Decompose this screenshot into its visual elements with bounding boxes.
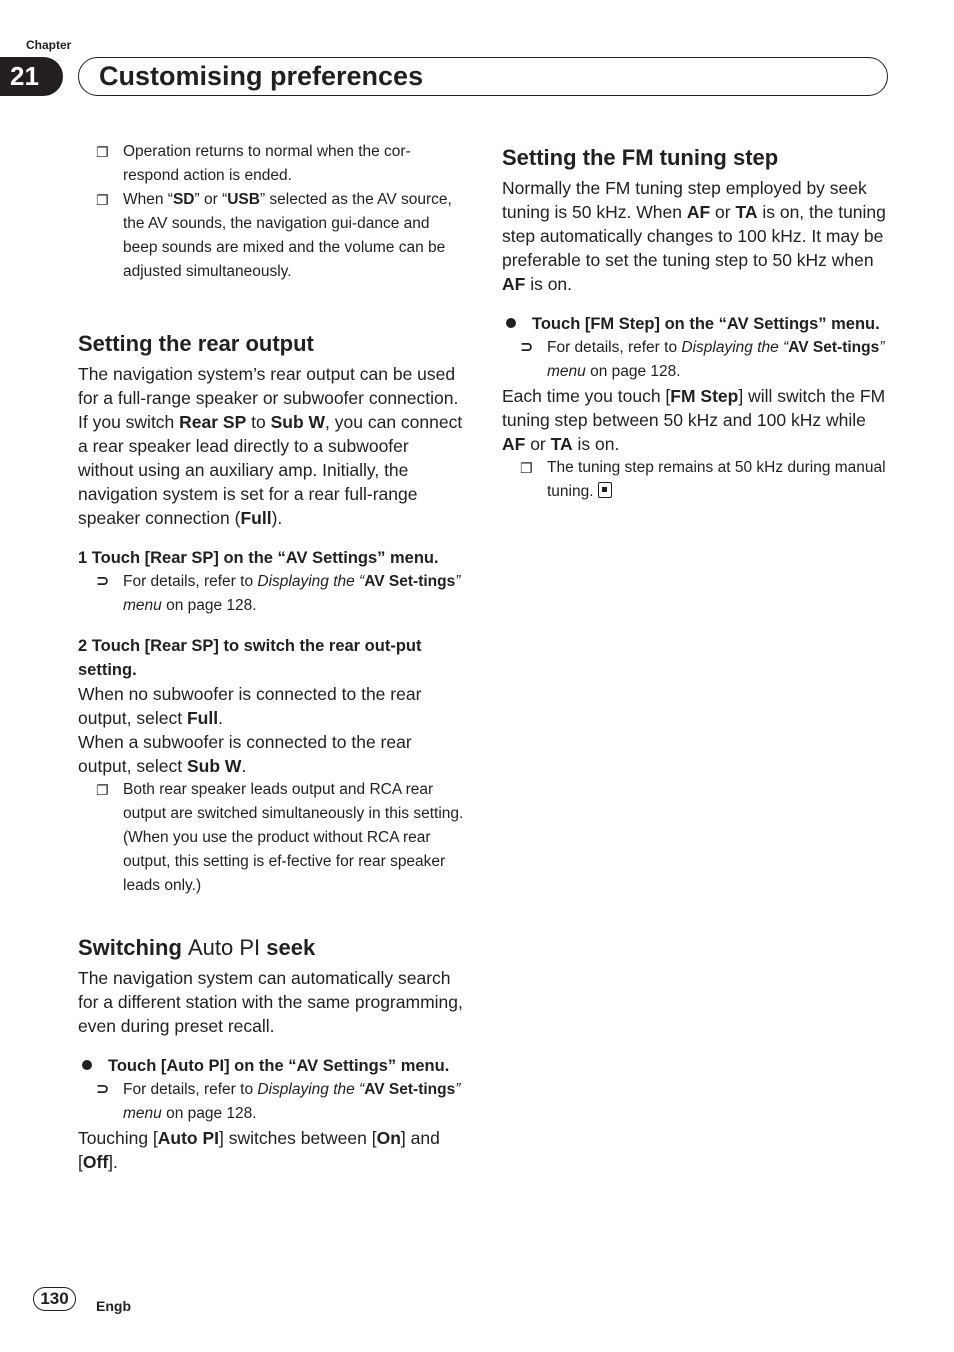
ref-text: on page 128. [585, 363, 681, 380]
body-line [78, 682, 464, 730]
body-bold: AF [502, 434, 526, 454]
heading-text: Auto PI [188, 935, 261, 960]
body-text: is on. [572, 434, 620, 454]
ref-italic: Displaying the “ [681, 339, 789, 356]
section-heading-rear-output: Setting the rear output [78, 331, 314, 356]
body-bold: Sub W [186, 756, 242, 776]
auto-pi-paragraph: The navigation system can automatically search for a different station with the same programming, even during preset recall. [78, 968, 463, 1036]
body-text: Each time you touch [ [502, 386, 671, 406]
ref-bold: AV Set-tings [364, 1081, 456, 1098]
body-text: is on. [525, 274, 573, 294]
step-2: 2 Touch [Rear SP] to switch the rear out-put setting. [78, 637, 422, 679]
arrow-icon: ⊃ [96, 573, 110, 590]
language-label: Engb [96, 1298, 131, 1314]
section-heading-fm-step: Setting the FM tuning step [502, 145, 779, 170]
note-text: The tuning step remains at 50 kHz during manual tuning. [547, 459, 886, 500]
reference-item [78, 570, 464, 618]
body-text: When no subwoofer is connected to the rear output, select [78, 684, 422, 728]
heading-text: seek [260, 935, 316, 960]
ref-bold: AV Set-tings [788, 339, 880, 356]
body-text: is on, the tuning step automatically changes to 100 kHz. It may be preferable to set the tuning step to 50 kHz when [502, 202, 886, 270]
step-text: Touch [FM Step] on the “AV Settings” menu. [532, 315, 880, 333]
body-text: ] will switch the FM tuning step between 50 kHz and 100 kHz while [502, 386, 886, 430]
rear-output-paragraph [78, 362, 464, 530]
body-text: Normally the FM tuning step employed by seek tuning is 50 kHz. When [502, 178, 867, 222]
page-number: 130 [33, 1287, 76, 1311]
bullet-icon [506, 318, 516, 328]
body-bold: Auto PI [157, 1128, 220, 1148]
body-line [78, 730, 464, 778]
step-bullet [502, 312, 888, 336]
checkbox-icon: ❐ [520, 460, 533, 476]
body-text: . [241, 756, 247, 776]
ref-italic: ” menu [123, 573, 461, 614]
body-text: The navigation system’s rear output can be used for a full-range speaker or subwoofer connection. If you switch [78, 364, 459, 432]
ref-text: For details, refer to [123, 1081, 258, 1098]
body-text: Touching [ [78, 1128, 158, 1148]
note-item [502, 456, 888, 504]
body-bold: AF [686, 202, 711, 222]
ref-text: For details, refer to [547, 339, 682, 356]
body-text: ] and [ [78, 1128, 440, 1172]
reference-item [502, 336, 888, 384]
ref-text: For details, refer to [123, 573, 258, 590]
body-bold: AF [502, 274, 526, 294]
ref-text: on page 128. [161, 597, 257, 614]
fm-step-paragraph [502, 176, 888, 296]
note-text: ” or “ [194, 191, 228, 208]
end-mark-icon [598, 482, 612, 498]
note-item [78, 778, 464, 898]
body-bold: FM Step [670, 386, 739, 406]
body-text: or [525, 434, 551, 454]
body-text: , you can connect a rear speaker lead directly to a subwoofer without using an auxiliary amp. Initially, the navigation system is set for a rear full-range speaker connection ( [78, 412, 463, 528]
body-bold: TA [735, 202, 758, 222]
checkbox-icon: ❐ [96, 144, 109, 160]
body-bold: On [376, 1128, 401, 1148]
chapter-number: 21 [0, 57, 63, 96]
step-text: Touch [Auto PI] on the “AV Settings” menu. [108, 1057, 450, 1075]
ref-italic: Displaying the “ [257, 1081, 365, 1098]
checkbox-icon: ❐ [96, 192, 109, 208]
left-column [78, 140, 464, 1174]
ref-bold: AV Set-tings [364, 573, 456, 590]
body-bold: Rear SP [179, 412, 247, 432]
chapter-title: Customising preferences [78, 57, 888, 96]
ref-italic: ” menu [123, 1081, 461, 1122]
body-text: ] switches between [ [219, 1128, 377, 1148]
note-text: ” selected as the AV source, the AV sounds, the navigation gui-dance and beep sounds are mixed and the volume can be adjusted simultaneously. [123, 191, 452, 280]
section-heading-auto-pi [78, 934, 464, 962]
body-text: or [710, 202, 736, 222]
note-bold: USB [227, 191, 260, 208]
body-line [502, 384, 888, 456]
step-bullet [78, 1054, 464, 1078]
note-text: When “ [123, 191, 173, 208]
ref-text: on page 128. [161, 1105, 257, 1122]
chapter-label: Chapter [26, 38, 72, 52]
body-text: . [218, 708, 223, 728]
body-bold: Sub W [270, 412, 326, 432]
body-text: When a subwoofer is connected to the rear output, select [78, 732, 412, 776]
right-column [502, 140, 888, 504]
note-item [78, 140, 464, 188]
note-text: Operation returns to normal when the cor-respond action is ended. [123, 143, 411, 184]
checkbox-icon: ❐ [96, 782, 109, 798]
note-item [78, 188, 464, 284]
body-text: ). [271, 508, 283, 528]
note-text: Both rear speaker leads output and RCA rear output are switched simultaneously in this setting. (When you use the product without RCA rear output, this setting is ef-fective for rear speaker leads only.) [123, 781, 464, 894]
body-text: ]. [108, 1152, 118, 1172]
body-text: to [246, 412, 271, 432]
body-bold: TA [550, 434, 573, 454]
arrow-icon: ⊃ [520, 339, 534, 356]
body-bold: Full [240, 508, 272, 528]
body-bold: Full [186, 708, 219, 728]
bullet-icon [82, 1060, 92, 1070]
ref-italic: ” menu [547, 339, 885, 380]
step-1: 1 Touch [Rear SP] on the “AV Settings” menu. [78, 549, 439, 567]
arrow-icon: ⊃ [96, 1081, 110, 1098]
reference-item [78, 1078, 464, 1126]
ref-italic: Displaying the “ [257, 573, 365, 590]
heading-text: Switching [78, 935, 188, 960]
note-bold: SD [172, 191, 195, 208]
body-bold: Off [82, 1152, 109, 1172]
body-line [78, 1126, 464, 1174]
